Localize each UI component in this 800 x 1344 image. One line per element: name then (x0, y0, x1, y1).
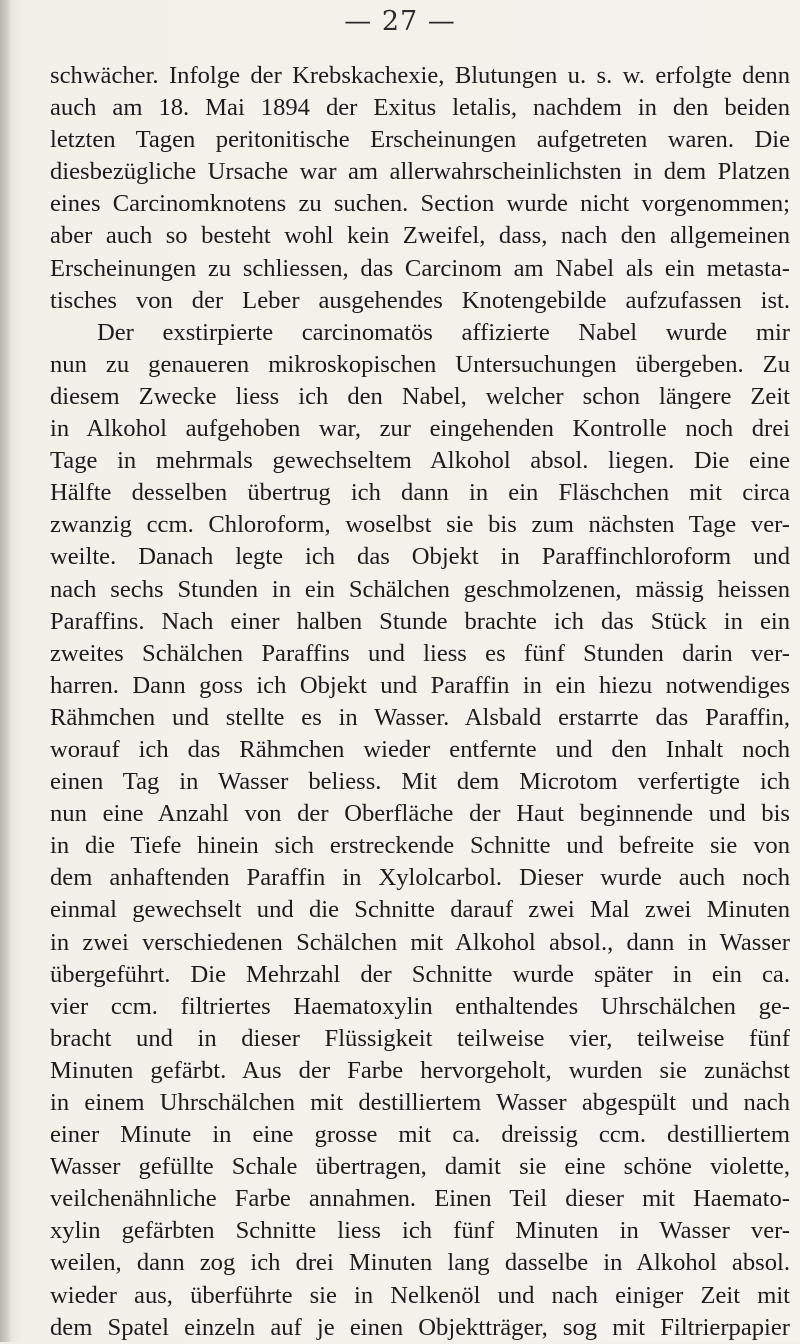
text-line: Rähmchen und stellte es in Wasser. Alsbald erstarrte das Paraffin, (50, 703, 790, 731)
text-line: Erscheinungen zu schliessen, das Carcinom am Nabel als ein metasta- (50, 254, 790, 282)
page-gutter (0, 0, 12, 1342)
text-line: in die Tiefe hinein sich erstreckende Schnitte und befreite sie von (50, 832, 790, 860)
text-line: in zwei verschiedenen Schälchen mit Alkohol absol., dann in Wasser (50, 928, 790, 956)
text-line: übergeführt. Die Mehrzahl der Schnitte wurde später in ein ca. (50, 960, 790, 988)
text-line: aber auch so besteht wohl kein Zweifel, dass, nach den allgemeinen (50, 222, 790, 250)
text-line: letzten Tagen peritonitische Erscheinungen aufgetreten waren. Die (50, 126, 790, 154)
text-line: wieder aus, überführte sie in Nelkenöl und nach einiger Zeit mit (50, 1281, 790, 1309)
text-line: einmal gewechselt und die Schnitte darauf zwei Mal zwei Minuten (50, 896, 790, 924)
text-line: Minuten gefärbt. Aus der Farbe hervorgeholt, wurden sie zunächst (50, 1056, 790, 1084)
text-line: worauf ich das Rähmchen wieder entfernte und den Inhalt noch (50, 735, 790, 763)
text-line: Hälfte desselben übertrug ich dann in ein Fläschchen mit circa (50, 479, 790, 507)
text-line: Tage in mehrmals gewechseltem Alkohol absol. liegen. Die eine (50, 447, 790, 475)
text-line: dem anhaftenden Paraffin in Xylolcarbol. Dieser wurde auch noch (50, 864, 790, 892)
text-line: harren. Dann goss ich Objekt und Paraffin in ein hiezu notwendiges (50, 671, 790, 699)
body-text (50, 60, 790, 1344)
page-number: — 27 — (344, 6, 456, 37)
text-line: in Alkohol aufgehoben war, zur eingehenden Kontrolle noch drei (50, 415, 790, 443)
text-line: nun eine Anzahl von der Oberfläche der Haut beginnende und bis (50, 800, 790, 828)
text-line: diesem Zwecke liess ich den Nabel, welcher schon längere Zeit (50, 382, 790, 410)
text-line: weilte. Danach legte ich das Objekt in Paraffinchloroform und (50, 543, 790, 571)
text-line: weilen, dann zog ich drei Minuten lang dasselbe in Alkohol absol. (50, 1249, 790, 1277)
text-line: eines Carcinomknotens zu suchen. Section wurde nicht vorgenommen; (50, 190, 790, 218)
text-line: Der exstirpierte carcinomatös affizierte Nabel wurde mir (97, 318, 790, 346)
text-line: nun zu genaueren mikroskopischen Untersuchungen übergeben. Zu (50, 350, 790, 378)
text-line: veilchenähnliche Farbe annahmen. Einen Teil dieser mit Haemato- (50, 1185, 790, 1213)
text-line: auch am 18. Mai 1894 der Exitus letalis, nachdem in den beiden (50, 94, 790, 122)
text-line: vier ccm. filtriertes Haematoxylin enthaltendes Uhrschälchen ge- (50, 992, 790, 1020)
text-line: zwanzig ccm. Chloroform, woselbst sie bis zum nächsten Tage ver- (50, 511, 790, 539)
text-line: schwächer. Infolge der Krebskachexie, Blutungen u. s. w. erfolgte denn (50, 62, 790, 89)
text-line: bracht und in dieser Flüssigkeit teilweise vier, teilweise fünf (50, 1024, 790, 1052)
text-line: tisches von der Leber ausgehendes Knotengebilde aufzufassen ist. (50, 286, 790, 314)
text-line: nach sechs Stunden in ein Schälchen geschmolzenen, mässig heissen (50, 575, 790, 603)
text-line: dem Spatel einzeln auf je einen Objektträger, sog mit Filtrierpapier (50, 1313, 790, 1341)
text-line: zweites Schälchen Paraffins und liess es fünf Stunden darin ver- (50, 639, 790, 667)
text-line: diesbezügliche Ursache war am allerwahrscheinlichsten in dem Platzen (50, 158, 790, 186)
text-line: Wasser gefüllte Schale übertragen, damit sie eine schöne violette, (50, 1153, 790, 1181)
text-line: Paraffins. Nach einer halben Stunde brachte ich das Stück in ein (50, 607, 790, 635)
text-line: einer Minute in eine grosse mit ca. dreissig ccm. destilliertem (50, 1121, 790, 1149)
text-line: einen Tag in Wasser beliess. Mit dem Microtom verfertigte ich (50, 768, 790, 796)
text-line: xylin gefärbten Schnitte liess ich fünf Minuten in Wasser ver- (50, 1217, 790, 1245)
text-line: in einem Uhrschälchen mit destilliertem Wasser abgespült und nach (50, 1089, 790, 1116)
